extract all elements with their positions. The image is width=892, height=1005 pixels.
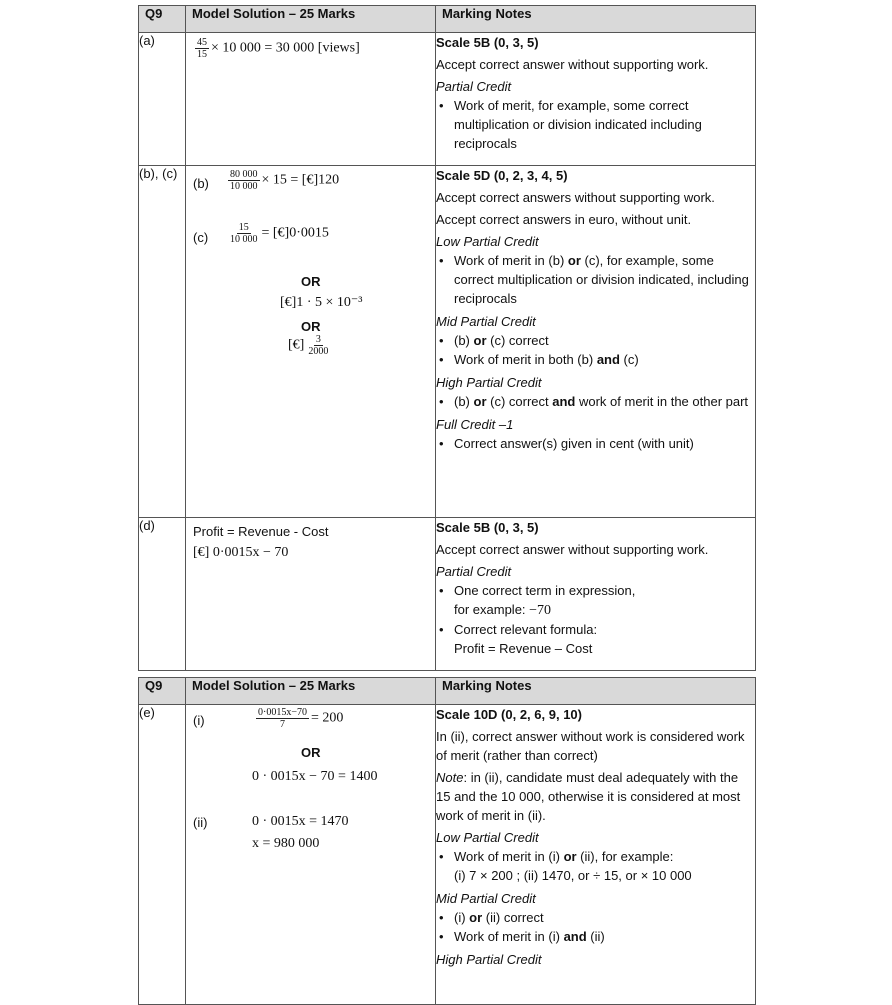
or-label: OR [301, 274, 321, 289]
notes-d [436, 518, 756, 671]
table-row-bc [139, 166, 756, 518]
list-text: (b) [454, 333, 474, 348]
solution-a-expression [193, 37, 360, 60]
fraction-denominator: 10 000 [230, 181, 258, 192]
solution-c-result: = [€]0·0015 [261, 225, 329, 241]
bullet-list [436, 392, 755, 411]
list-item [436, 847, 755, 885]
bullet-list [436, 96, 755, 153]
credit-heading: Low Partial Credit [436, 234, 539, 249]
scale-label: Scale 10D (0, 2, 6, 9, 10) [436, 707, 582, 722]
solution-ii-answer: x = 980 000 [252, 836, 320, 851]
fraction-denominator: 10 000 [230, 234, 258, 245]
credit-heading: High Partial Credit [436, 952, 542, 967]
list-text: (c) correct [486, 394, 553, 409]
accept-note: Accept correct answer without supporting work. [436, 542, 709, 557]
emphasis: and [596, 352, 620, 367]
list-text: Work of merit in (b) [454, 253, 568, 268]
table-row-a [139, 33, 756, 166]
fraction-numerator: 0·0015x−70 [258, 707, 307, 718]
emphasis: and [563, 929, 587, 944]
part-label-bc: (b), (c) [139, 166, 186, 518]
emphasis: or [469, 910, 483, 925]
emphasis: and [552, 394, 576, 409]
list-text: One correct term in expression, [454, 583, 636, 598]
solution-e [186, 705, 436, 1005]
profit-formula: Profit = Revenue - Cost [193, 524, 329, 539]
list-item [436, 251, 755, 308]
scale-label: Scale 5D (0, 2, 3, 4, 5) [436, 168, 568, 183]
emphasis: or [563, 849, 577, 864]
bullet-list [436, 847, 755, 885]
notes-a [436, 33, 756, 166]
scale-label: Scale 5B (0, 3, 5) [436, 520, 539, 535]
solution-c-expression [226, 222, 329, 245]
table-header-row [139, 678, 756, 705]
accept-note: Accept correct answer without supporting work. [436, 57, 709, 72]
sub-label-c: (c) [193, 230, 209, 245]
accept-note: Accept correct answers in euro, without unit. [436, 212, 692, 227]
solution-ii-step: 0 · 0015x = 1470 [252, 814, 349, 829]
credit-heading: Full Credit –1 [436, 417, 514, 432]
fraction-numerator: 3 [315, 334, 321, 345]
or-label: OR [301, 745, 321, 760]
list-item [436, 581, 755, 620]
credit-heading: Low Partial Credit [436, 830, 539, 845]
list-item [436, 927, 755, 946]
list-item [436, 908, 755, 927]
fraction-denominator: 7 [279, 719, 285, 730]
list-text: Work of merit in both (b) [454, 352, 597, 367]
fraction-numerator: 80 000 [230, 169, 258, 180]
bullet-list [436, 251, 755, 308]
note-text: : in (ii), candidate must deal adequately with the 15 and the 10 000, otherwise it is considered at most work of merit in (ii). [436, 770, 741, 823]
scale-label: Scale 5B (0, 3, 5) [436, 35, 539, 50]
list-item [436, 350, 755, 369]
solution-bc [186, 166, 436, 518]
sub-label-ii: (ii) [193, 815, 208, 830]
header-marking-notes: Marking Notes [436, 678, 756, 705]
list-text: Profit = Revenue – Cost [454, 641, 593, 656]
solution-d [186, 518, 436, 671]
table-row-d [139, 518, 756, 671]
marking-scheme-table-2 [138, 677, 756, 1005]
list-text: (c) [619, 352, 639, 367]
fraction-denominator: 15 [197, 49, 207, 60]
solution-a-result: × 10 000 = 30 000 [views] [211, 40, 360, 56]
header-model-solution: Model Solution – 25 Marks [186, 6, 436, 33]
list-item [436, 392, 755, 411]
emphasis: or [473, 333, 487, 348]
list-item [436, 620, 755, 658]
solution-i-expression [254, 707, 343, 730]
list-text: Work of merit in (i) [454, 929, 564, 944]
profit-expression: [€] 0·0015x − 70 [193, 545, 289, 560]
alternative-answer-scientific: [€]1 · 5 × 10⁻³ [280, 295, 363, 310]
fraction-numerator: 45 [197, 37, 207, 48]
solution-a [186, 33, 436, 166]
sub-label-b: (b) [193, 176, 209, 191]
part-label-e: (e) [139, 705, 186, 1005]
part-label-d: (d) [139, 518, 186, 671]
or-label: OR [301, 319, 321, 334]
credit-heading: Mid Partial Credit [436, 314, 536, 329]
solution-b-expression [226, 169, 339, 192]
table-header-row [139, 6, 756, 33]
emphasis: or [473, 394, 487, 409]
fraction-denominator: 2000 [308, 346, 329, 357]
list-text: (c) correct [486, 333, 549, 348]
fraction-numerator: 15 [238, 222, 249, 233]
bullet-list [436, 581, 755, 658]
note-paragraph [436, 768, 755, 825]
alternative-answer-fraction [288, 334, 332, 357]
list-text: (b) [454, 394, 474, 409]
credit-heading: High Partial Credit [436, 375, 542, 390]
list-text: for example: [454, 602, 530, 617]
bullet-list [436, 434, 755, 453]
solution-i-result: = 200 [310, 710, 344, 726]
list-item: • Correct answer(s) given in cent (with unit) [436, 434, 755, 453]
accept-note: Accept correct answers without supporting work. [436, 190, 715, 205]
credit-heading: Mid Partial Credit [436, 891, 536, 906]
header-question: Q9 [139, 678, 186, 705]
emphasis: or [567, 253, 581, 268]
list-text: (ii) correct [482, 910, 544, 925]
header-marking-notes: Marking Notes [436, 6, 756, 33]
list-text: (i) [454, 910, 470, 925]
header-model-solution: Model Solution – 25 Marks [186, 678, 436, 705]
euro-prefix: [€] [288, 337, 305, 353]
notes-bc [436, 166, 756, 518]
list-item: • Work of merit, for example, some correct multiplication or division indicated including reciprocals [436, 96, 755, 153]
note-paragraph: In (ii), correct answer without work is considered work of merit (rather than correct) [436, 729, 745, 763]
note-label: Note [436, 770, 464, 785]
list-text: work of merit in the other part [575, 394, 749, 409]
solution-b-result: × 15 = [€]120 [261, 172, 340, 188]
part-label-a: (a) [139, 33, 186, 166]
list-text: (ii) [586, 929, 605, 944]
credit-heading: Partial Credit [436, 564, 512, 579]
example-term: −70 [529, 603, 552, 618]
notes-e [436, 705, 756, 1005]
solution-i-alternative: 0 · 0015x − 70 = 1400 [252, 769, 378, 784]
marking-scheme-table-1 [138, 5, 756, 671]
table-row-e [139, 705, 756, 1005]
sub-label-i: (i) [193, 713, 205, 728]
list-item [436, 331, 755, 350]
list-text: (c), for example, some correct multiplication or division indicated, including reciprocals [454, 253, 749, 306]
list-text: (i) 7 × 200 ; (ii) 1470, or ÷ 15, or × 10 000 [454, 868, 692, 883]
bullet-list [436, 908, 755, 946]
bullet-list [436, 331, 755, 369]
list-text: Correct relevant formula: [454, 622, 598, 637]
list-text: (ii), for example: [576, 849, 674, 864]
credit-heading: Partial Credit [436, 79, 512, 94]
header-question: Q9 [139, 6, 186, 33]
list-text: Work of merit in (i) [454, 849, 564, 864]
